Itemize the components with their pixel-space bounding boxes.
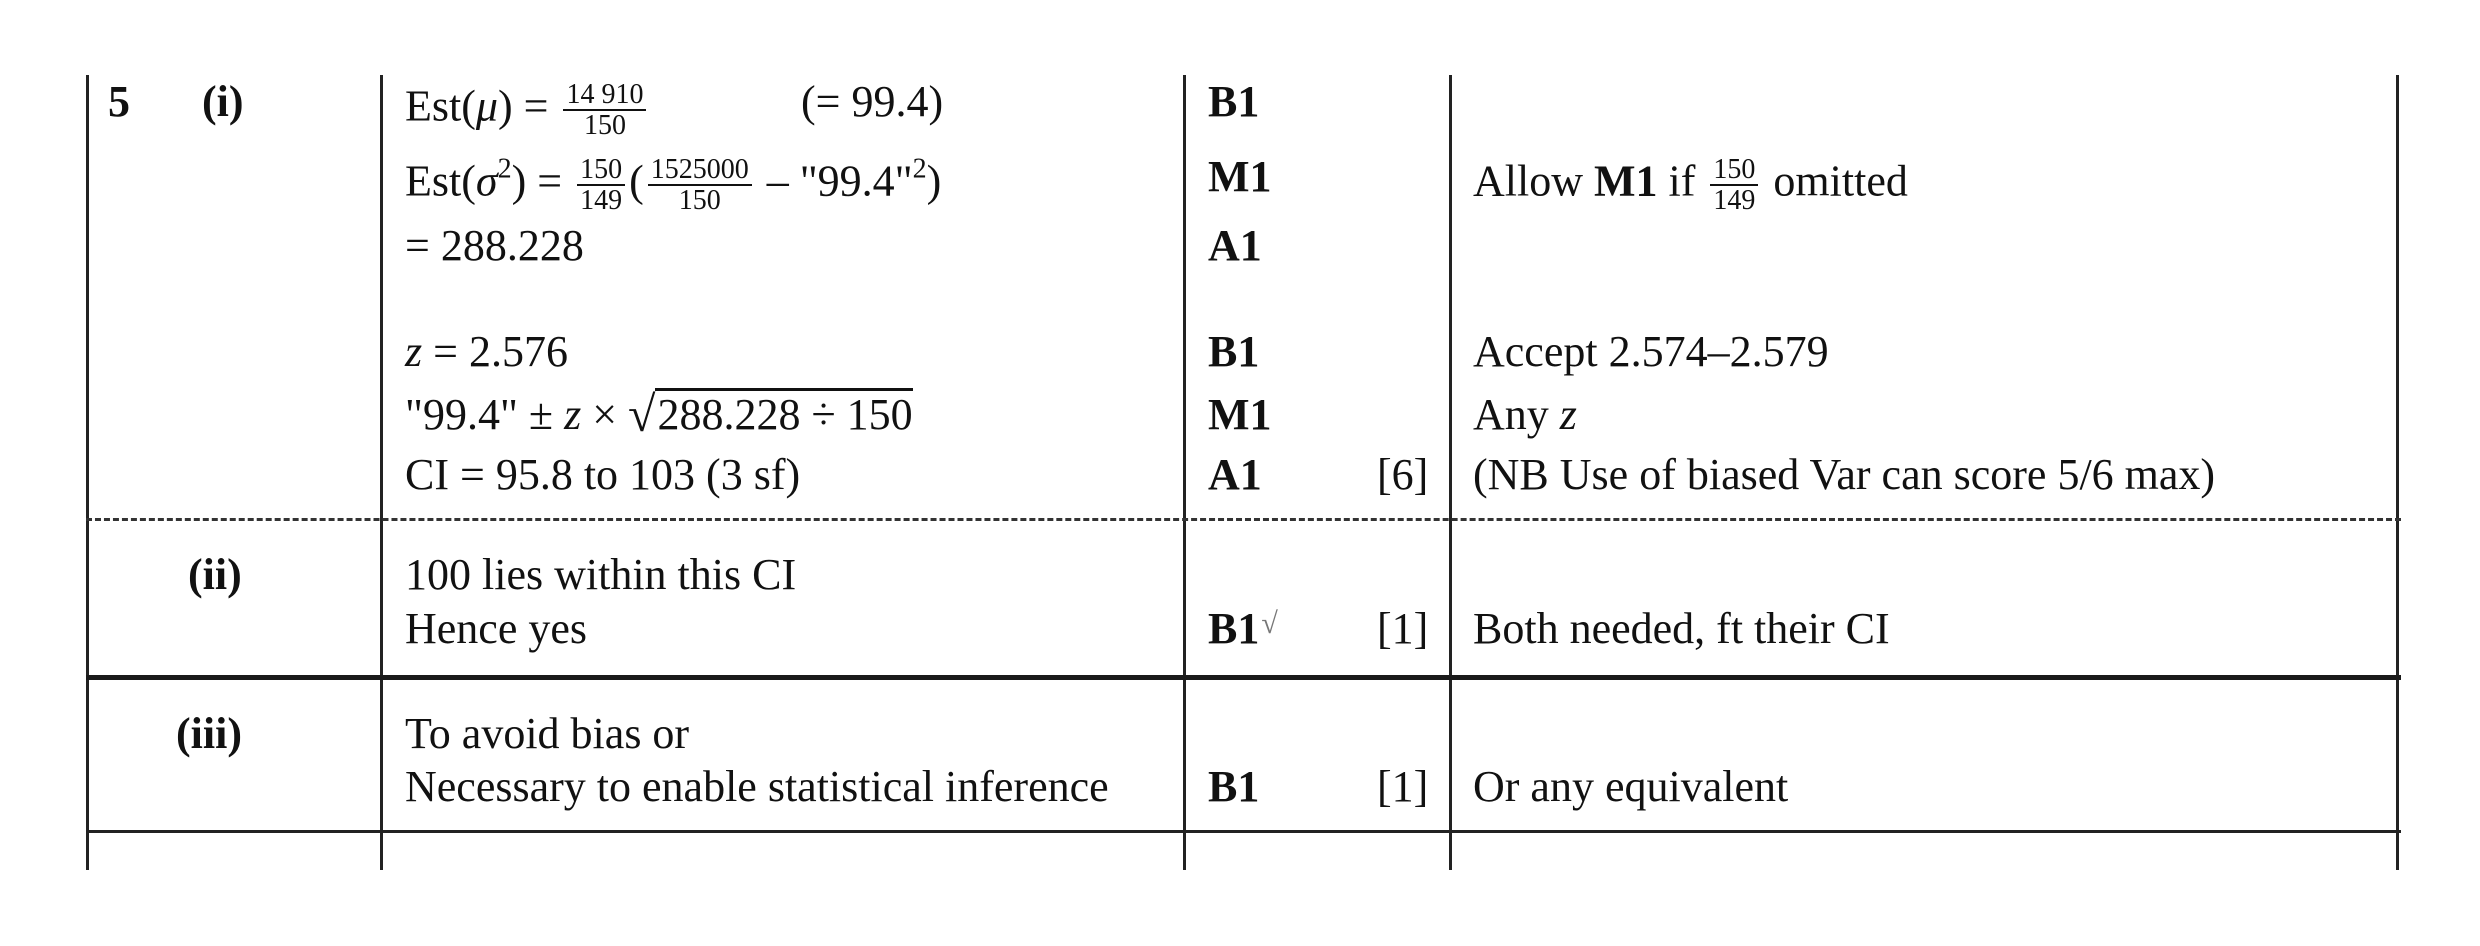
follow-through-tick-icon: √: [1261, 607, 1278, 640]
guidance-ii: Both needed, ft their CI: [1473, 604, 1890, 653]
answer-line-ci-formula: "99.4" ± z × √288.228 ÷ 150: [405, 386, 913, 442]
fraction-unbias: $\frac{150}{149}$: [577, 155, 625, 216]
guidance-any-z: Any z: [1473, 390, 1577, 439]
row-divider-dashed: [86, 518, 2401, 521]
guidance-biased-var: (NB Use of biased Var can score 5/6 max): [1473, 450, 2216, 499]
guidance-iii: Or any equivalent: [1473, 762, 1789, 811]
guidance-allow-m1: Allow M1 if $\frac{150}{149}$ omitted: [1473, 154, 1908, 217]
mark-total-ii: [1]: [1377, 604, 1429, 653]
square-root: √288.228 ÷ 150: [628, 386, 913, 442]
mark-code: M1: [1208, 152, 1272, 201]
mark-code-ii: B1√: [1208, 604, 1278, 653]
mark-code: A1: [1208, 221, 1262, 270]
table-border-right: [2396, 75, 2399, 870]
answer-line-ci-result: CI = 95.8 to 103 (3 sf): [405, 450, 801, 499]
fraction-sumsq: $\frac{1525000}{150}$: [648, 155, 752, 216]
answer-line-est-mean: Est(μ) = $\frac{14 910}{150}$: [405, 80, 650, 141]
answer-line-iii-1: To avoid bias or: [405, 709, 690, 758]
fraction-mean: $\frac{14 910}{150}$: [563, 80, 646, 141]
answer-line-ii-1: 100 lies within this CI: [405, 550, 797, 599]
answer-line-z-value: z = 2.576: [405, 327, 568, 376]
mark-code: M1: [1208, 390, 1272, 439]
row-divider-thick: [86, 675, 2401, 680]
column-divider-marks: [1183, 75, 1186, 870]
part-label-iii: (iii): [176, 709, 242, 758]
mark-code: B1: [1208, 327, 1260, 376]
answer-line-mean-value: (= 99.4): [801, 77, 944, 126]
mark-code-iii: B1: [1208, 762, 1260, 811]
answer-line-est-variance: $Est(\sigma^2)$ = $\frac{150}{149}$ ( $\frac{1525000}{150}$ – "99.4"$^2$): [405, 153, 942, 217]
mark-code: A1: [1208, 450, 1262, 499]
column-divider-answer: [380, 75, 383, 870]
part-label-ii: (ii): [188, 550, 242, 599]
mark-code: B1: [1208, 77, 1260, 126]
question-number: 5: [108, 77, 130, 126]
fraction-guidance: $\frac{150}{149}$: [1710, 155, 1758, 216]
guidance-accept-range: Accept 2.574–2.579: [1473, 327, 1829, 376]
row-divider-bottom: [86, 830, 2401, 833]
answer-line-ii-2: Hence yes: [405, 604, 588, 653]
table-border-left: [86, 75, 89, 870]
column-divider-guidance: [1449, 75, 1452, 870]
answer-line-variance-value: = 288.228: [405, 221, 584, 270]
answer-line-iii-2: Necessary to enable statistical inference: [405, 762, 1109, 811]
mark-total-i: [6]: [1377, 450, 1429, 499]
mark-total-iii: [1]: [1377, 762, 1429, 811]
part-label-i: (i): [202, 77, 244, 126]
